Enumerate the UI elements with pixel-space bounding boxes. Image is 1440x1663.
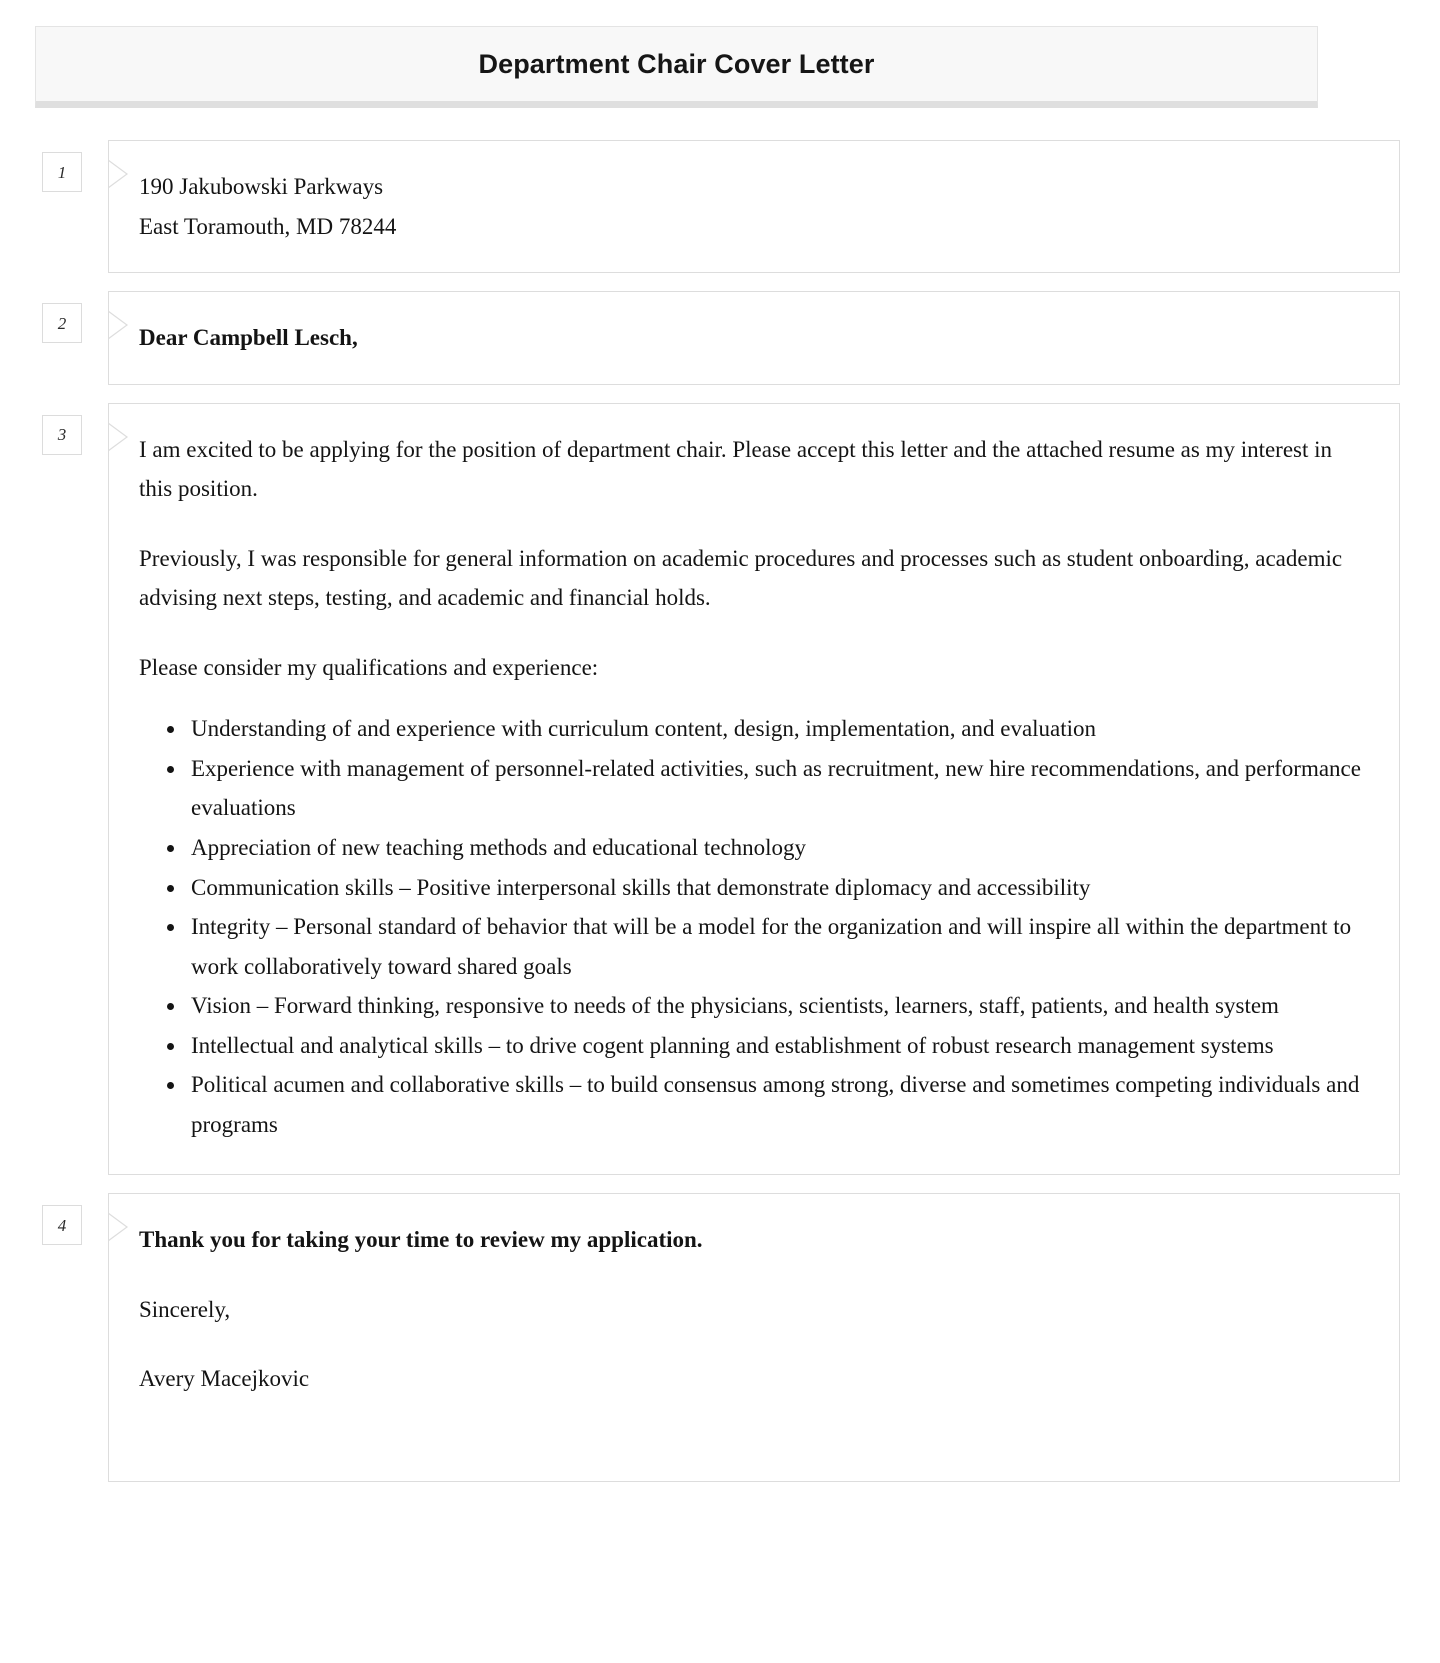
list-item: • Political acumen and collaborative skills – to build consensus among strong, diverse and sometimes competing individuals and programs bbox=[187, 1065, 1365, 1144]
document-header bbox=[35, 26, 1318, 108]
letter-block-salutation bbox=[0, 291, 1440, 385]
list-item: • Communication skills – Positive interpersonal skills that demonstrate diplomacy and accessibility bbox=[187, 868, 1365, 908]
card-notch-icon bbox=[108, 153, 134, 195]
card-notch-icon bbox=[108, 304, 134, 346]
salutation-card[interactable] bbox=[108, 291, 1400, 385]
address-card[interactable] bbox=[108, 140, 1400, 273]
qualifications-list bbox=[139, 709, 1365, 1144]
block-number-badge[interactable]: 4 bbox=[42, 1205, 82, 1245]
body-paragraph-2: Previously, I was responsible for general information on academic procedures and processes such as student onboarding, academic advising next steps, testing, and academic and financial holds. bbox=[139, 545, 1343, 611]
address-line-1: 190 Jakubowski Parkways bbox=[139, 174, 384, 199]
block-number-badge[interactable]: 3 bbox=[42, 415, 82, 455]
signature-spacer bbox=[139, 1429, 1365, 1455]
body-paragraph-1: I am excited to be applying for the position of department chair. Please accept this letter and the attached resume as my interest in this position. bbox=[139, 436, 1333, 502]
body-paragraph-3: Please consider my qualifications and experience: bbox=[139, 654, 599, 680]
block-number-badge[interactable]: 2 bbox=[42, 303, 82, 343]
block-number-badge[interactable]: 1 bbox=[42, 152, 82, 192]
list-item: • Intellectual and analytical skills – to drive cogent planning and establishment of robust research management systems bbox=[187, 1026, 1365, 1066]
list-item: • Vision – Forward thinking, responsive to needs of the physicians, scientists, learners, staff, patients, and health system bbox=[187, 986, 1365, 1026]
closing-thanks: Thank you for taking your time to review my application. bbox=[139, 1227, 703, 1253]
letter-block-body bbox=[0, 403, 1440, 1176]
list-item: • Integrity – Personal standard of behavior that will be a model for the organization and will inspire all within the department to work collaboratively toward shared goals bbox=[187, 907, 1365, 986]
page-title: Department Chair Cover Letter bbox=[478, 48, 875, 79]
card-notch-icon bbox=[108, 416, 134, 458]
closing-card[interactable] bbox=[108, 1193, 1400, 1482]
card-notch-icon bbox=[108, 1206, 134, 1248]
list-item: • Experience with management of personnel-related activities, such as recruitment, new hire recommendations, and performance evaluations bbox=[187, 749, 1365, 828]
closing-signature: Avery Macejkovic bbox=[139, 1366, 310, 1392]
closing-signoff: Sincerely, bbox=[139, 1296, 231, 1322]
letter-blocks bbox=[0, 140, 1440, 1482]
list-item: • Understanding of and experience with curriculum content, design, implementation, and evaluation bbox=[187, 709, 1365, 749]
letter-block-address bbox=[0, 140, 1440, 273]
body-card[interactable] bbox=[108, 403, 1400, 1176]
letter-block-closing bbox=[0, 1193, 1440, 1482]
list-item: • Appreciation of new teaching methods and educational technology bbox=[187, 828, 1365, 868]
address-line-2: East Toramouth, MD 78244 bbox=[139, 213, 397, 239]
salutation-text: Dear Campbell Lesch, bbox=[139, 325, 358, 351]
